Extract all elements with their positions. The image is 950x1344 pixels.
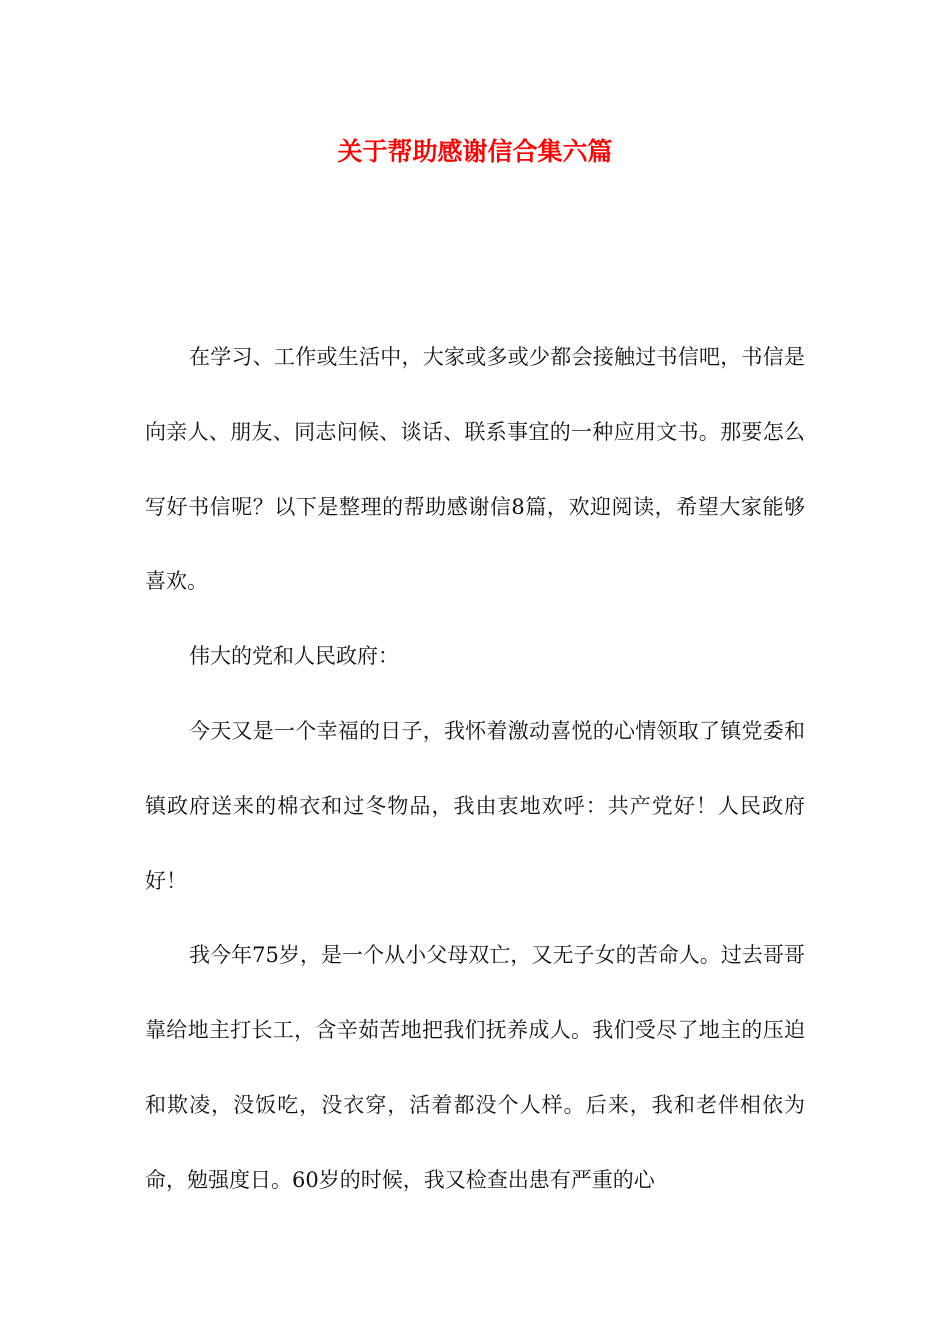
paragraph-body-2: 我今年75岁，是一个从小父母双亡，又无子女的苦命人。过去哥哥靠给地主打长工，含辛茹苦地把我们抚养成人。我们受尽了地主的压迫和欺凌，没饭吃，没衣穿，活着都没个人样。后来，我和老伴相依为命，勉强度日。60岁的时候，我又检查出患有严重的心 <box>145 943 805 1192</box>
document-body <box>145 320 805 1218</box>
document-title: 关于帮助感谢信合集六篇 <box>337 137 613 166</box>
paragraph-body-1: 今天又是一个幸福的日子，我怀着激动喜悦的心情领取了镇党委和镇政府送来的棉衣和过冬物品，我由衷地欢呼：共产党好！人民政府好！ <box>145 718 805 893</box>
paragraph-salutation: 伟大的党和人民政府： <box>189 644 399 669</box>
paragraph-intro: 在学习、工作或生活中，大家或多或少都会接触过书信吧，书信是向亲人、朋友、同志问候、谈话、联系事宜的一种应用文书。那要怎么写好书信呢？以下是整理的帮助感谢信8篇，欢迎阅读，希望大家能够喜欢。 <box>145 345 805 594</box>
